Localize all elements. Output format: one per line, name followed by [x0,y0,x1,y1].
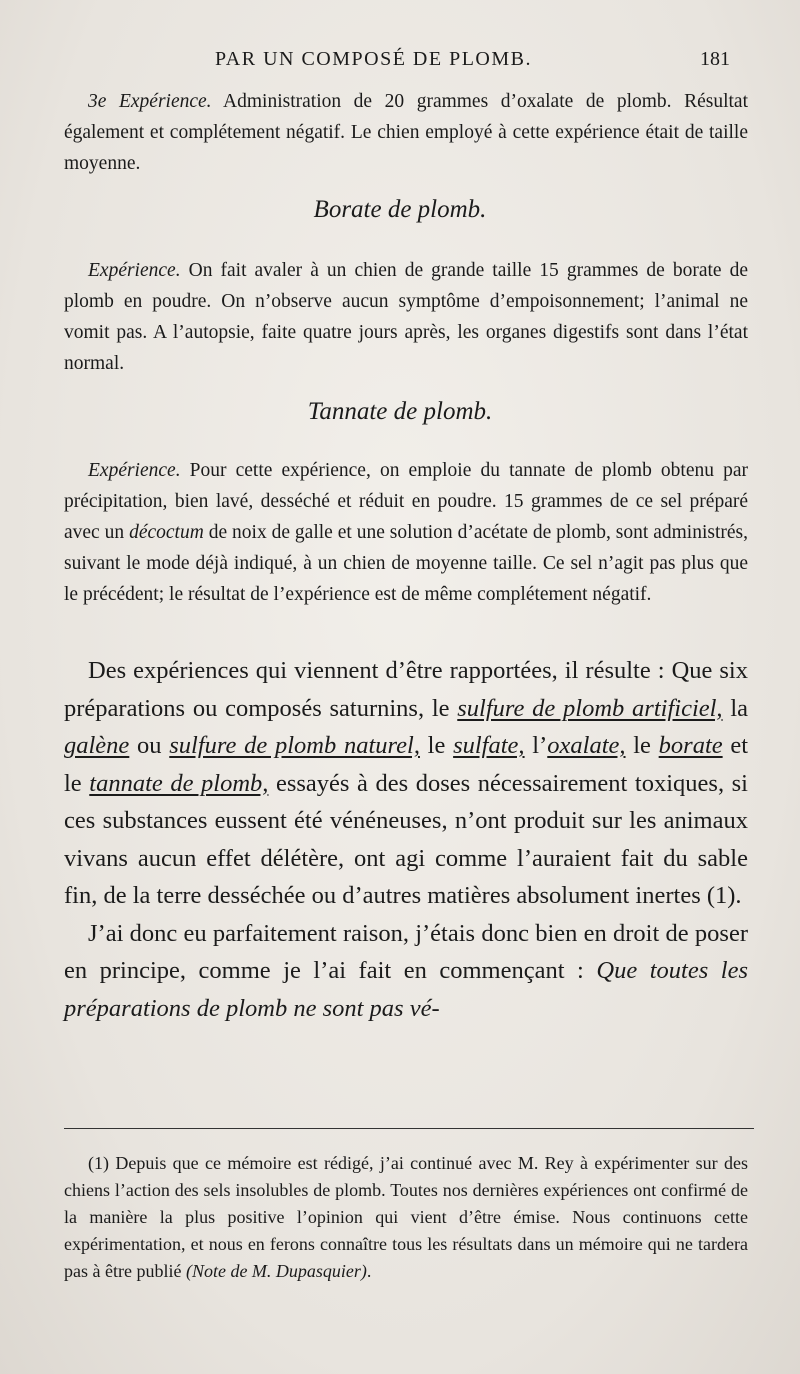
experience-3-label: 3e Expérience. [88,91,212,112]
experience-3-text: Administration de 20 grammes d’oxalate de plomb. Résultat également et complétement négatif. Le chien employé à cette expérience était de taille moyenne. [64,91,748,174]
experience-3-paragraph [64,86,748,179]
decoctum-term: décoctum [129,522,204,543]
footnote-text: . [366,1261,372,1281]
tannate-label: Expérience. [88,460,181,481]
raison-text: J’ai donc eu parfaitement raison, j’étais donc bien en droit de poser en principe, comme je l’ai fait en commençant : [64,919,748,984]
raison-italic: Que toutes les préparations de plomb ne sont pas vé- [64,957,748,1022]
conclusion-text: Des expériences qui viennent d’être rapportées, il résulte : Que six préparations ou composés saturnins, le [64,657,748,722]
heading-borate: Borate de plomb. [313,196,487,223]
page-number: 181 [700,48,730,70]
conclusion-text: l’ [524,732,548,759]
footnote-attribution: (Note de M. Dupasquier) [185,1261,367,1281]
borate-label: Expérience. [88,260,181,281]
page-header [0,44,800,78]
term-oxalate: oxalate, [547,732,626,759]
borate-text: On fait avaler à un chien de grande taille 15 grammes de borate de plomb en poudre. On n’observe aucun symptôme d’empoisonnement; l’animal ne vomit pas. A l’autopsie, faite quatre jours après, les organes digestifs sont dans l’état normal. [64,260,748,374]
conclusion-text: ou [129,732,170,759]
conclusion-text: essayés à des doses nécessairement toxiques, si ces substances eussent été vénéneuses, n’ont produit sur les animaux vivans aucun effet délétère, ont agi comme l’auraient fait du sable fin, de la terre desséchée ou d’autres matières absolument inertes (1). [64,769,748,909]
conclusion-paragraph [64,652,748,1027]
term-galene: galène [64,732,130,759]
term-sulfure-naturel: sulfure de plomb naturel, [169,732,420,759]
tannate-paragraph [64,455,748,610]
heading-tannate: Tannate de plomb. [307,398,493,425]
tannate-text-a: Pour cette expérience, on emploie du tannate de plomb obtenu par précipitation, bien lavé, desséché et réduit en poudre. 15 grammes de ce sel préparé avec un [64,460,748,543]
conclusion-text: le [625,732,659,759]
term-borate: borate [658,732,723,759]
conclusion-text: et le [64,732,749,797]
conclusion-text: le [419,732,454,759]
running-title: PAR UN COMPOSÉ DE PLOMB. [215,48,532,70]
term-sulfure-artificiel: sulfure de plomb artificiel, [457,694,723,722]
raison-paragraph [64,915,748,1028]
conclusion-text: la [722,694,748,722]
footnote-divider [64,1128,754,1129]
borate-paragraph [64,255,748,379]
term-sulfate: sulfate, [453,732,525,759]
footnote-text: (1) Depuis que ce mémoire est rédigé, j’ai continué avec M. Rey à expérimenter sur des chiens l’action des sels insolubles de plomb. Toutes nos dernières expériences ont confirmé de la manière la plus positive l’opinion qui vient d’être émise. Nous continuons cette expérimentation, et nous en ferons connaître tous les résultats dans un mémoire qui ne tardera pas à être publié [64,1153,748,1281]
tannate-text-b: de noix de galle et une solution d’acétate de plomb, sont administrés, suivant le mode déjà indiqué, à un chien de moyenne taille. Ce sel n’agit pas plus que le précédent; le résultat de l’expérience est de même complétement négatif. [64,522,748,605]
footnote [64,1150,748,1285]
term-tannate: tannate de plomb, [89,769,269,797]
